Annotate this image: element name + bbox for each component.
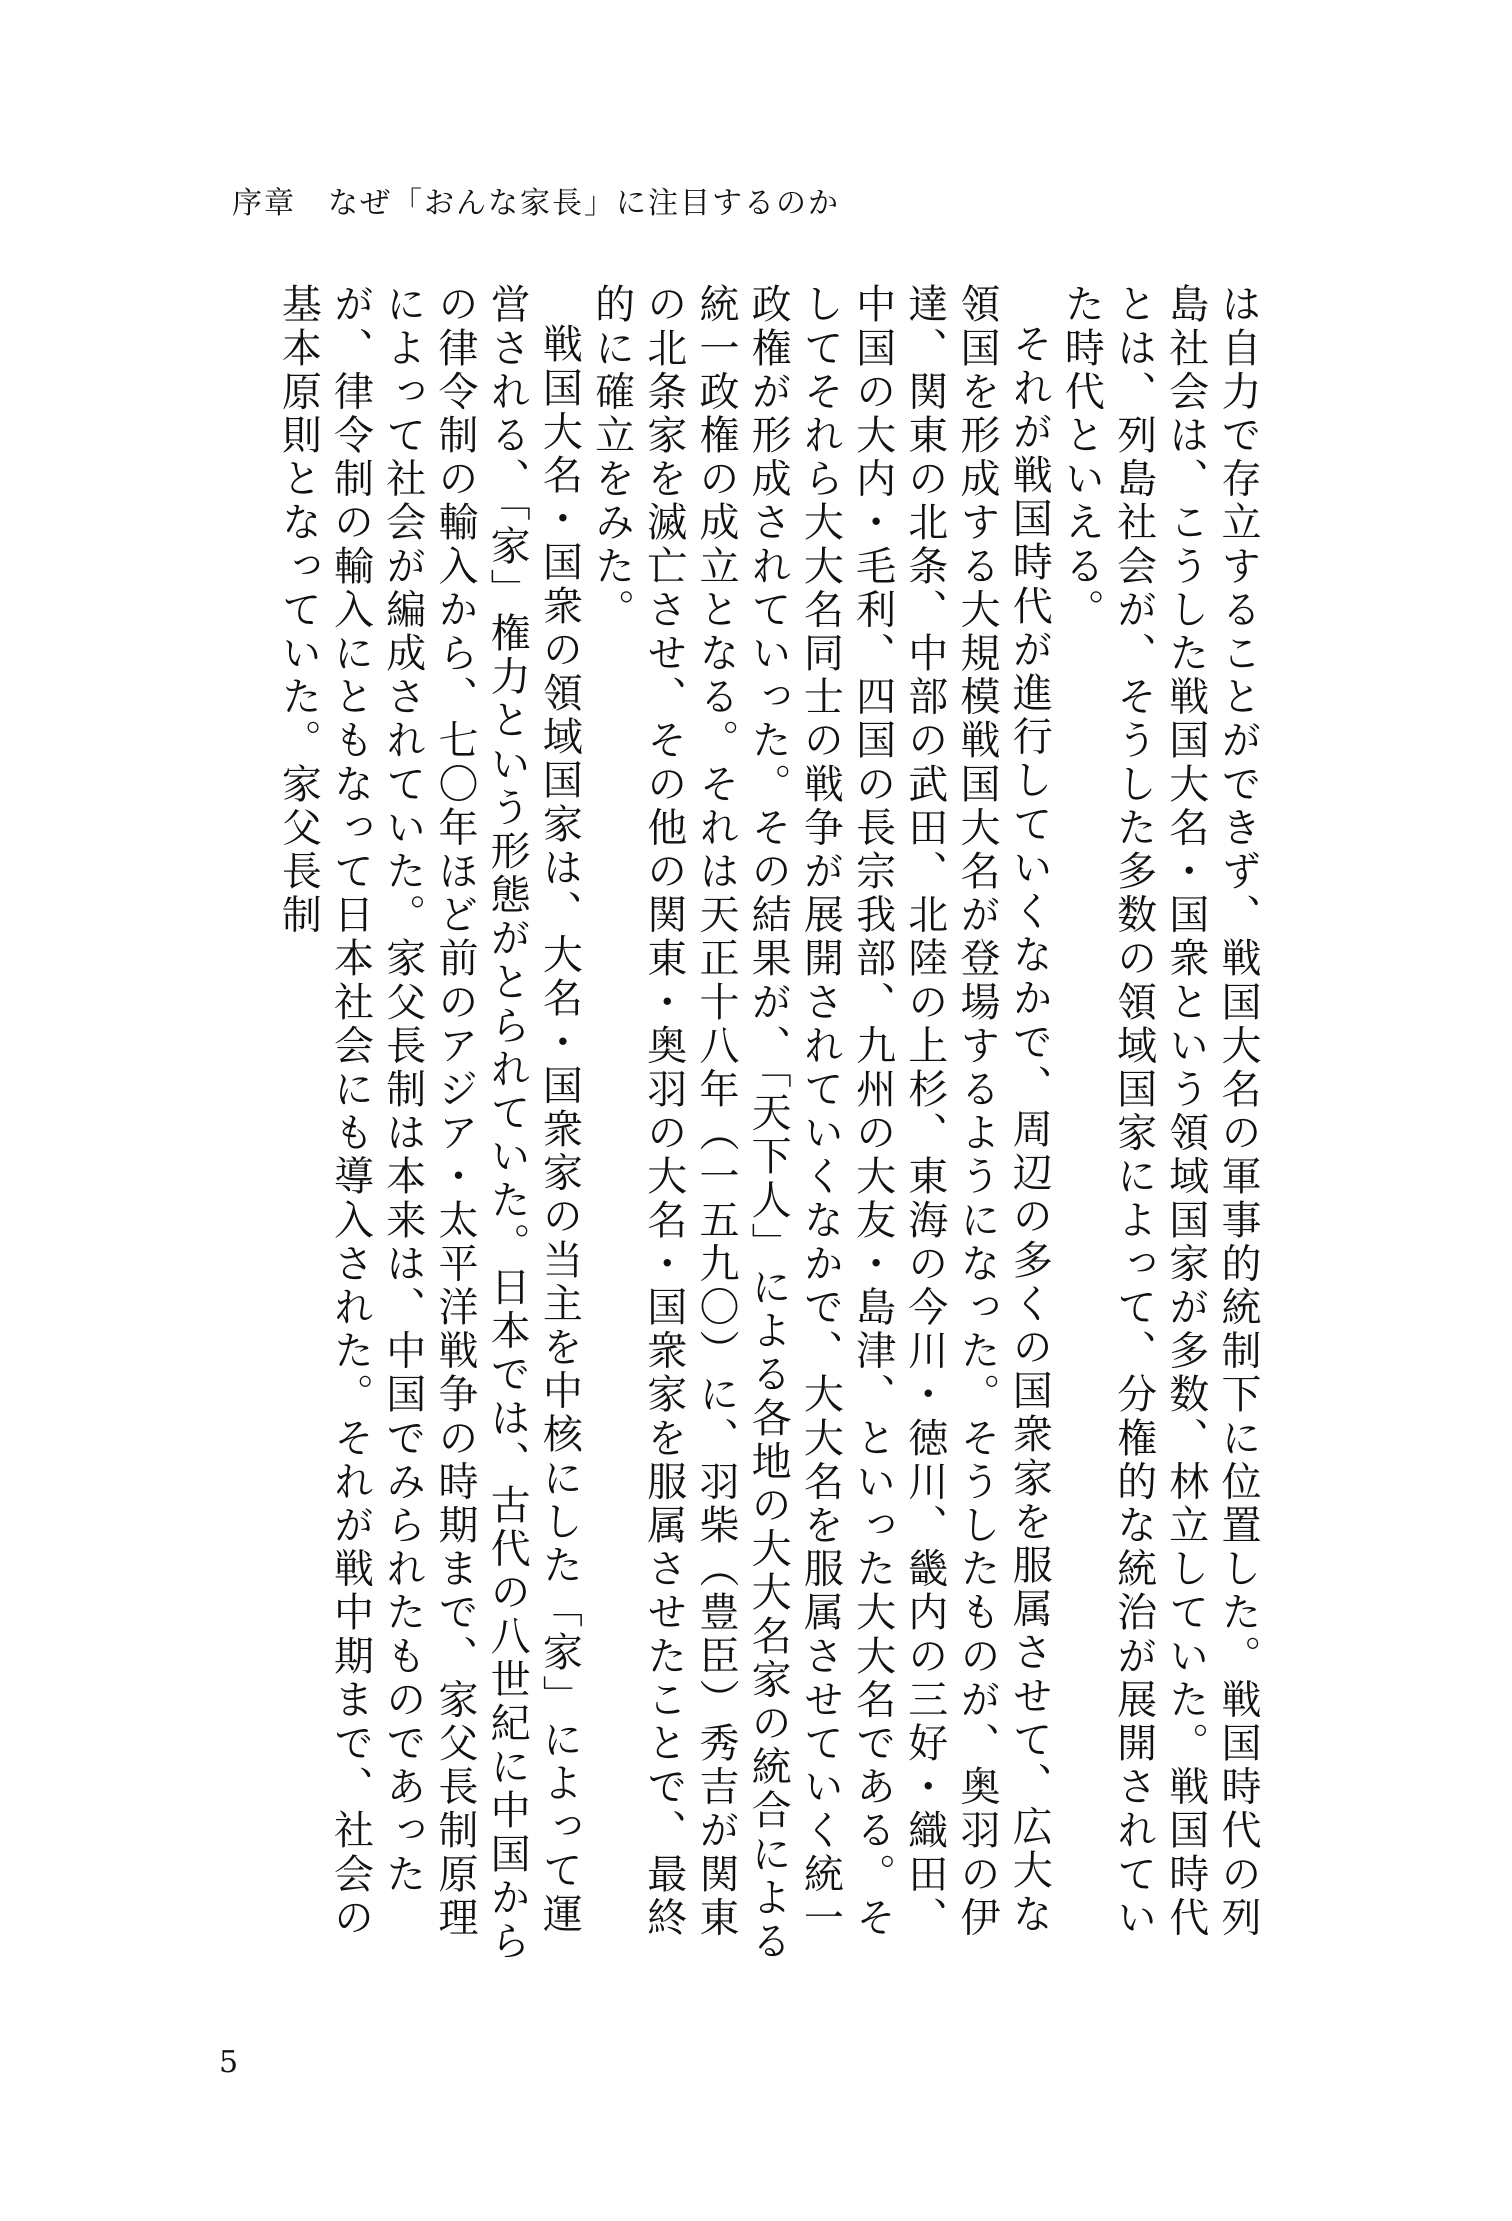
page-number: 5 [219, 2045, 239, 2080]
running-header: 序章 なぜ「おんな家長」に注目するのか [232, 186, 840, 221]
paragraph-3: 戦国大名・国衆の領域国家は、大名・国衆家の当主を中核にした「家」によって運営される、「家」権力という形態がとられていた。日本では、古代の八世紀に中国からの律令制の輸入から、七〇年ほど前のアジア・太平洋戦争の時期まで、家父長制原理によって社会が編成されていた。家父長制は本来は、中国でみられたものであったが、律令制の輸入にともなって日本社会にも導入された。それが戦中期まで、社会の基本原則となっていた。家父長制 [275, 283, 583, 1964]
body-text [184, 283, 1264, 1975]
paragraph-1: は自力で存立することができず、戦国大名の軍事的統制下に位置した。戦国時代の列島社会は、こうした戦国大名・国衆という領域国家が多数、林立していた。戦国時代とは、列島社会が、そうした多数の領域国家によって、分権的な統治が展開されていた時代といえる。 [1058, 283, 1261, 1940]
paragraph-2: それが戦国時代が進行していくなかで、周辺の多くの国衆家を服属させて、広大な領国を形成する大規模戦国大名が登場するようになった。そうしたものが、奥羽の伊達、関東の北条、中部の武田、北陸の上杉、東海の今川・徳川、畿内の三好・織田、中国の大内・毛利、四国の長宗我部、九州の大友・島津、といった大大名である。そしてそれら大大名同士の戦争が展開されていくなかで、大大名を服属させていく統一政権が形成されていった。その結果が、「天下人」による各地の大大名家の統合による統一政権の成立となる。それは天正十八年（一五九〇）に、羽柴（豊臣）秀吉が関東の北条家を滅亡させ、その他の関東・奥羽の大名・国衆家を服属させたことで、最終的に確立をみた。 [588, 283, 1053, 1964]
